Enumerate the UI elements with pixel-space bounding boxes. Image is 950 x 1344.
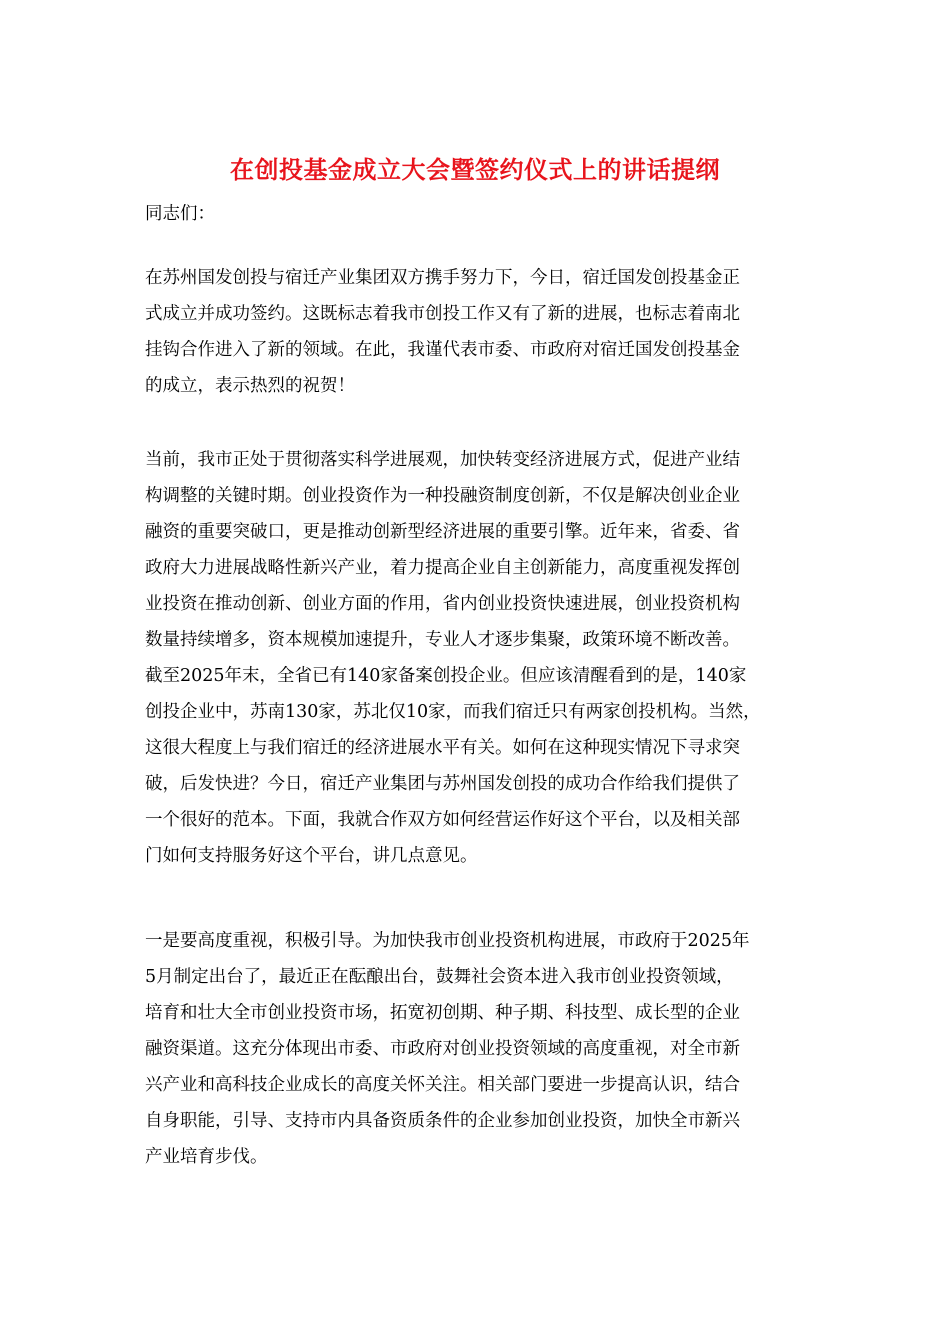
paragraph-line: 破，后发快进？今日，宿迁产业集团与苏州国发创投的成功合作给我们提供了 (145, 774, 740, 794)
paragraph-line: 业投资在推动创新、创业方面的作用，省内创业投资快速进展，创业投资机构 (145, 594, 740, 614)
paragraph-line: 数量持续增多，资本规模加速提升，专业人才逐步集聚，政策环境不断改善。 (145, 630, 740, 650)
paragraph-1 (145, 260, 805, 404)
salutation (145, 196, 805, 232)
paragraph-line: 一个很好的范本。下面，我就合作双方如何经营运作好这个平台，以及相关部 (145, 810, 740, 830)
paragraph-line: 政府大力进展战略性新兴产业，着力提高企业自主创新能力，高度重视发挥创 (145, 558, 740, 578)
paragraph-line: 兴产业和高科技企业成长的高度关怀关注。相关部门要进一步提高认识，结合 (145, 1075, 740, 1095)
paragraph-line: 创投企业中，苏南130家，苏北仅10家，而我们宿迁只有两家创投机构。当然， (145, 702, 761, 722)
paragraph-3 (145, 923, 805, 1175)
paragraph-line: 式成立并成功签约。这既标志着我市创投工作又有了新的进展，也标志着南北 (145, 304, 740, 324)
paragraph-line: 产业培育步伐。 (145, 1147, 268, 1167)
paragraph-line: 自身职能，引导、支持市内具备资质条件的企业参加创业投资，加快全市新兴 (145, 1111, 740, 1131)
document-title: 在创投基金成立大会暨签约仪式上的讲话提纲 (230, 155, 720, 184)
paragraph-line: 这很大程度上与我们宿迁的经济进展水平有关。如何在这种现实情况下寻求突 (145, 738, 740, 758)
paragraph-2 (145, 442, 805, 874)
paragraph-line: 培育和壮大全市创业投资市场，拓宽初创期、种子期、科技型、成长型的企业 (145, 1003, 740, 1023)
paragraph-line: 截至2025年末，全省已有140家备案创投企业。但应该清醒看到的是，140家 (145, 666, 747, 686)
paragraph-line: 一是要高度重视，积极引导。为加快我市创业投资机构进展，市政府于2025年 (145, 931, 750, 951)
paragraph-line: 构调整的关键时期。创业投资作为一种投融资制度创新，不仅是解决创业企业 (145, 486, 740, 506)
paragraph-line: 融资渠道。这充分体现出市委、市政府对创业投资领域的高度重视，对全市新 (145, 1039, 740, 1059)
paragraph-line: 挂钩合作进入了新的领域。在此，我谨代表市委、市政府对宿迁国发创投基金 (145, 340, 740, 360)
salutation-line: 同志们： (145, 204, 215, 224)
paragraph-line: 5月制定出台了，最近正在酝酿出台，鼓舞社会资本进入我市创业投资领域， (145, 967, 734, 987)
paragraph-line: 融资的重要突破口，更是推动创新型经济进展的重要引擎。近年来，省委、省 (145, 522, 740, 542)
paragraph-line: 当前，我市正处于贯彻落实科学进展观，加快转变经济进展方式，促进产业结 (145, 450, 740, 470)
paragraph-line: 门如何支持服务好这个平台，讲几点意见。 (145, 846, 478, 866)
paragraph-line: 在苏州国发创投与宿迁产业集团双方携手努力下，今日，宿迁国发创投基金正 (145, 268, 740, 288)
paragraph-line: 的成立，表示热烈的祝贺！ (145, 376, 355, 396)
